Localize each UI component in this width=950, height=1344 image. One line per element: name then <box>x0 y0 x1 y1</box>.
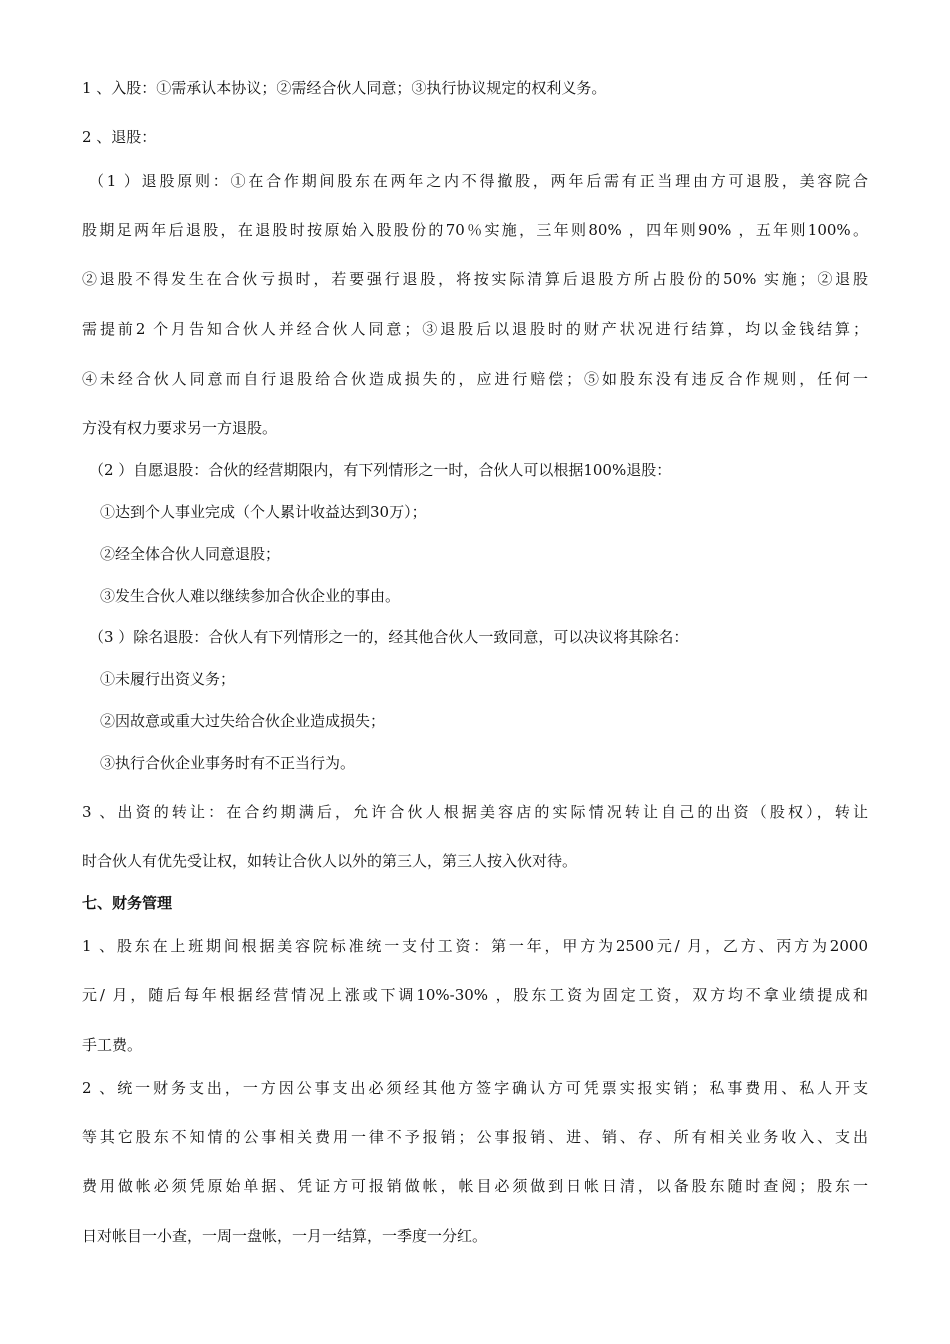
capital-transfer-line-1: 3 、出资的转让：在合约期满后，允许合伙人根据美容店的实际情况转让自己的出资（股权），转让 <box>82 803 868 821</box>
withdraw-principle-line-2: 股期足两年后退股，在退股时按原始入股股份的70％实施，三年则80% ，四年则90% ，五年则100%。 <box>82 221 868 239</box>
expense-clause-line-4: 日对帐目一小查，一周一盘帐，一月一结算，一季度一分红。 <box>82 1227 488 1245</box>
expel-withdraw-item-3: ③执行合伙企业事务时有不正当行为。 <box>100 754 356 772</box>
withdraw-principle-line-5: ④未经合伙人同意而自行退股给合伙造成损失的，应进行赔偿；⑤如股东没有违反合作规则，任何一 <box>82 370 868 388</box>
expense-clause-line-3: 费用做帐必须凭原始单据、凭证方可报销做帐，帐目必须做到日帐日清，以备股东随时查阅；股东一 <box>82 1177 868 1195</box>
withdraw-principle-line-1: （1 ）退股原则：①在合作期间股东在两年之内不得撤股，两年后需有正当理由方可退股，美容院合 <box>89 172 868 190</box>
salary-clause-line-1: 1 、股东在上班期间根据美容院标准统一支付工资：第一年，甲方为2500元/ 月，乙方、丙方为2000 <box>82 937 868 955</box>
capital-transfer-line-2: 时合伙人有优先受让权，如转让合伙人以外的第三人，第三人按入伙对待。 <box>82 852 578 870</box>
salary-clause-line-3: 手工费。 <box>82 1036 143 1054</box>
expel-withdraw-heading: （3 ）除名退股：合伙人有下列情形之一的，经其他合伙人一致同意，可以决议将其除名： <box>89 628 689 646</box>
clause-withdraw-heading: 2 、退股： <box>82 128 157 146</box>
expense-clause-line-1: 2 、统一财务支出，一方因公事支出必须经其他方签字确认方可凭票实报实销；私事费用、私人开支 <box>82 1079 868 1097</box>
expense-clause-line-2: 等其它股东不知情的公事相关费用一律不予报销；公事报销、进、销、存、所有相关业务收入、支出 <box>82 1128 868 1146</box>
voluntary-withdraw-heading: （2 ）自愿退股：合伙的经营期限内，有下列情形之一时，合伙人可以根据100%退股： <box>89 461 672 479</box>
clause-join: 1 、入股：①需承认本协议；②需经合伙人同意；③执行协议规定的权利义务。 <box>82 79 607 97</box>
voluntary-withdraw-item-3: ③发生合伙人难以继续参加合伙企业的事由。 <box>100 587 401 605</box>
voluntary-withdraw-item-2: ②经全体合伙人同意退股； <box>100 545 281 563</box>
withdraw-principle-line-3: ②退股不得发生在合伙亏损时，若要强行退股，将按实际清算后退股方所占股份的50% 实施；②退股 <box>82 270 868 288</box>
salary-clause-line-2: 元/ 月，随后每年根据经营情况上涨或下调10%-30% ，股东工资为固定工资，双方均不拿业绩提成和 <box>82 986 868 1004</box>
withdraw-principle-line-4: 需提前2 个月告知合伙人并经合伙人同意；③退股后以退股时的财产状况进行结算，均以金钱结算； <box>82 320 868 338</box>
expel-withdraw-item-1: ①未履行出资义务； <box>100 670 236 688</box>
voluntary-withdraw-item-1: ①达到个人事业完成（个人累计收益达到30万）； <box>100 503 427 521</box>
withdraw-principle-line-6: 方没有权力要求另一方退股。 <box>82 419 278 437</box>
section-heading-finance: 七、财务管理 <box>82 894 173 912</box>
expel-withdraw-item-2: ②因故意或重大过失给合伙企业造成损失； <box>100 712 386 730</box>
